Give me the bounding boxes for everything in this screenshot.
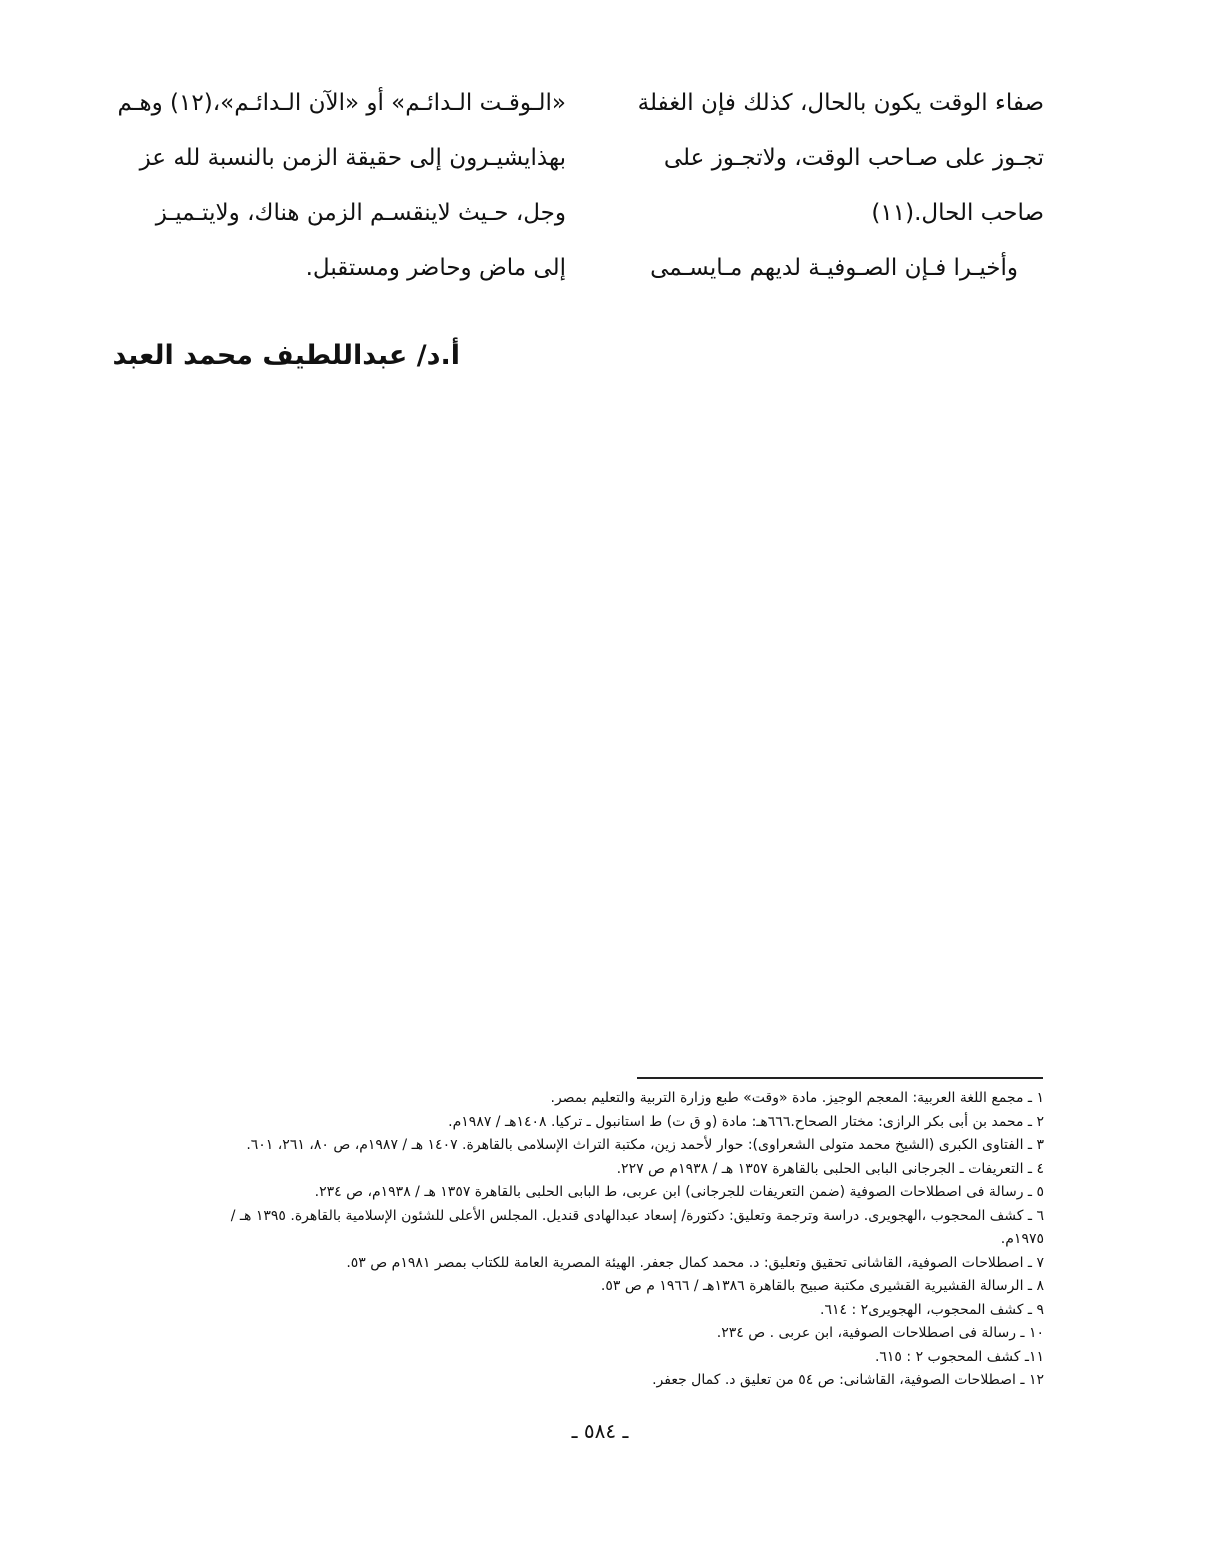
- body-line: بهذايشيـرون إلى حقيقة الزمن بالنسبة لله عز: [139, 145, 566, 171]
- body-line: تجـوز على صـاحب الوقت، ولاتجـوز على: [663, 145, 1044, 171]
- footnote: ١٢ ـ اصطلاحات الصوفية، القاشانى: ص ٥٤ من تعليق د. كمال جعفر.: [652, 1372, 1044, 1388]
- footnote: ٨ ـ الرسالة القشيرية القشيرى مكتبة صبيح بالقاهرة ١٣٨٦هـ / ١٩٦٦ م ص ٥٣.: [600, 1278, 1044, 1294]
- footnote: ١٩٧٥م.: [1000, 1231, 1044, 1247]
- footnote: ٢ ـ محمد بن أبى بكر الرازى: مختار الصحاح.٦٦٦هـ: مادة (و ق ت) ط استانبول ـ تركيا. ١٤٠٨هـ / ١٩٨٧م.: [448, 1113, 1044, 1130]
- footnote-divider: [637, 1077, 1043, 1079]
- author-signature: أ.د/ عبداللطيف محمد العبد: [112, 340, 460, 371]
- footnote: ١١ـ كشف المحجوب ٢ : ٦١٥.: [874, 1348, 1044, 1365]
- footnote: ٦ ـ كشف المحجوب ،الهجويرى. دراسة وترجمة وتعليق: دكتورة/ إسعاد عبدالهادى قنديل. المجلس الأعلى للشئون الإسلامية بالقاهرة. ١٣٩٥ هـ /: [230, 1207, 1044, 1224]
- footnote: ٥ ـ رسالة فى اصطلاحات الصوفية (ضمن التعريفات للجرجانى) ابن عربى، ط البابى الحلبى بالقاهرة ١٣٥٧ هـ / ١٩٣٨م، ص ٢٣٤.: [314, 1184, 1044, 1200]
- footnote: ٣ ـ الفتاوى الكبرى (الشيخ محمد متولى الشعراوى): حوار لأحمد زين، مكتبة التراث الإسلامى بالقاهرة. ١٤٠٧ هـ / ١٩٨٧م، ص ٨٠، ٢٦١، ٦٠١.: [246, 1137, 1044, 1153]
- footnote: ٩ ـ كشف المحجوب، الهجويرى٢ : ٦١٤.: [820, 1301, 1044, 1318]
- body-line: صاحب الحال.(١١): [871, 200, 1044, 226]
- body-line: «الـوقـت الـدائـم» أو «الآن الـدائـم»،(١٢) وهـم: [117, 90, 566, 116]
- footnotes-list: [130, 1087, 1044, 1393]
- footnote: ٧ ـ اصطلاحات الصوفية، القاشانى تحقيق وتعليق: د. محمد كمال جعفر. الهيئة المصرية العامة للكتاب بمصر ١٩٨١م ص ٥٣.: [346, 1254, 1044, 1271]
- page-number: ـ ٥٨٤ ـ: [571, 1419, 629, 1443]
- body-column-right: [600, 76, 1044, 296]
- body-line: وأخيـرا فـإن الصـوفيـة لديهم مـايسـمى: [650, 255, 1018, 281]
- body-line: إلى ماض وحاضر ومستقبل.: [305, 255, 566, 281]
- body-column-left: [117, 76, 566, 296]
- body-line: وجل، حـيث لاينقسـم الزمن هناك، ولايتـميـز: [155, 200, 566, 226]
- footnote: ١ ـ مجمع اللغة العربية: المعجم الوجيز. مادة «وقت» طبع وزارة التربية والتعليم بمصر.: [550, 1090, 1044, 1106]
- footnote: ١٠ ـ رسالة فى اصطلاحات الصوفية، ابن عربى . ص ٢٣٤.: [716, 1325, 1044, 1341]
- footnote: ٤ ـ التعريفات ـ الجرجانى البابى الحلبى بالقاهرة ١٣٥٧ هـ / ١٩٣٨م ص ٢٢٧.: [616, 1160, 1044, 1177]
- body-line: صفاء الوقت يكون بالحال، كذلك فإن الغفلة: [637, 90, 1044, 116]
